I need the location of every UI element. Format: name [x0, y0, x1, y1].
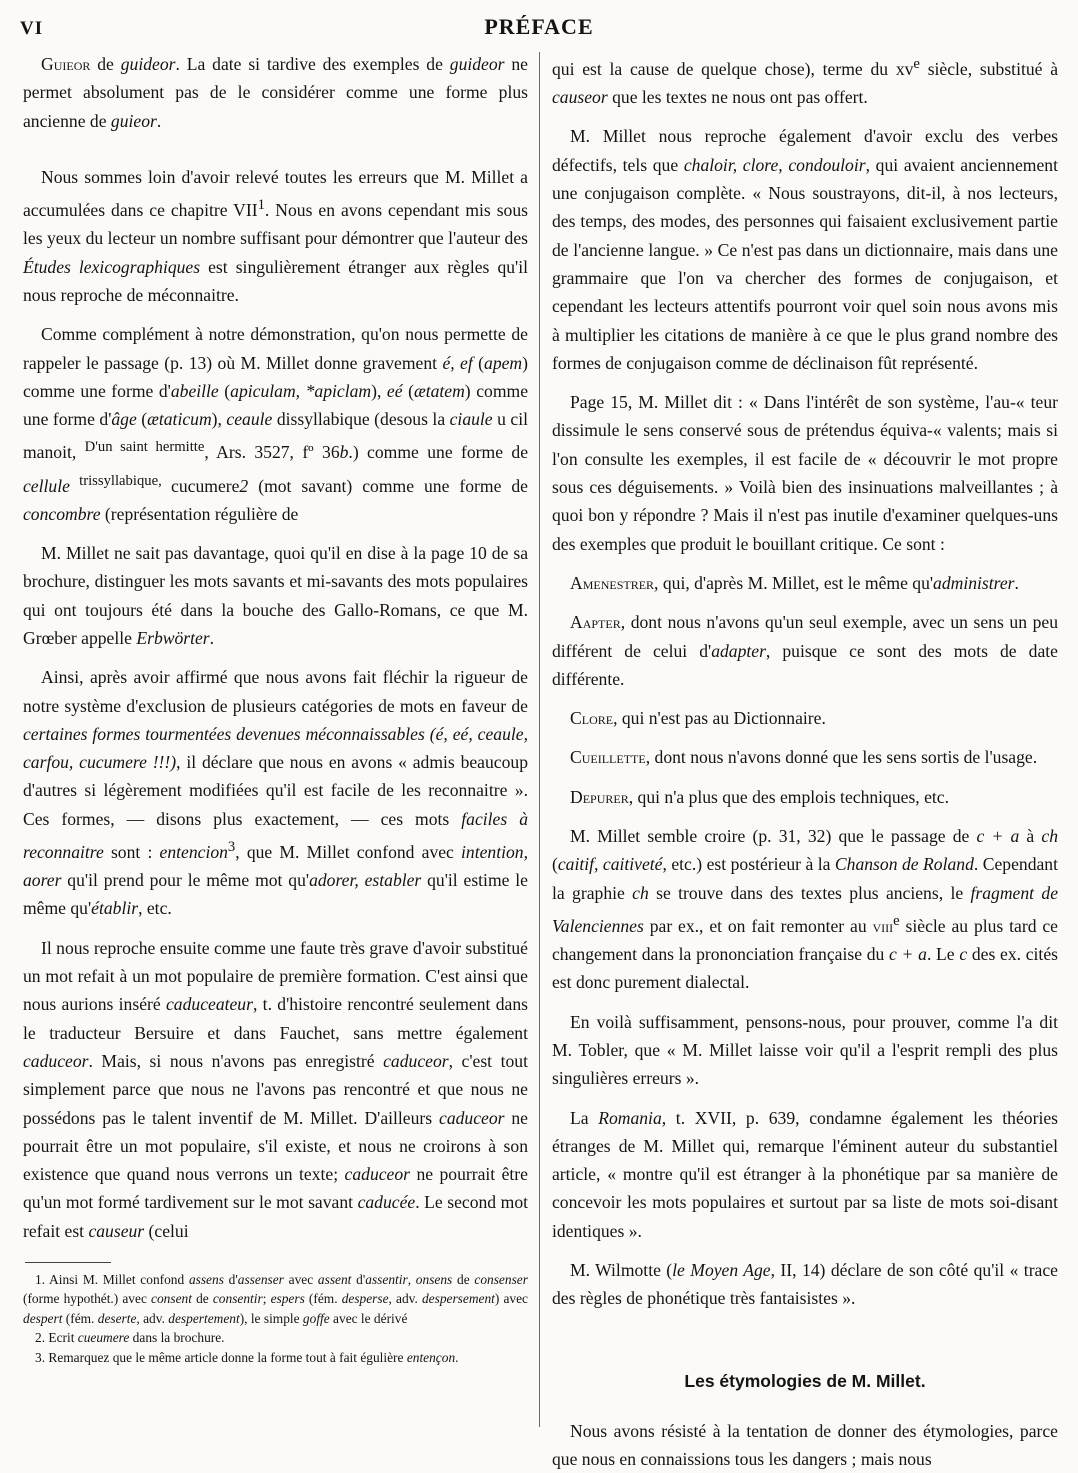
- paragraph: Il nous reproche ensuite comme une faute très grave d'avoir substitué un mot refait à un mot populaire de première formation. C'est ainsi que nous aurions inséré caduceateur, t. d'histoire rencontré seulement dans le traducteur Bersuire et dans Fauchet, sans mettre également caduceor. Mais, si nous n'avons pas enregistré caduceor, c'est tout simplement parce que nous ne l'avons pas rencontré et que nous ne possédons pas le talent inventif de M. Millet. D'ailleurs caduceor ne pourrait être un mot populaire, s'il existe, et nous ne croirons à son existence que quand nous verrons un texte; caduceor ne pourrait être qu'un mot formé tardivement sur le mot savant caducée. Le second mot refait est causeur (celui: [23, 937, 529, 1241]
- footnote-marker: trissyllabique,: [69, 472, 172, 489]
- footnote-marker: 3: [227, 839, 236, 855]
- footnote-1: 1. Ainsi M. Millet confond assens d'assenser avec assent d'assentir, onsens de consenser (forme hypothét.) avec consent de consentir; espers (fém. desperse, adv. despersement) avec despert (fém. deserte, adv. despertement), le simple goffe avec le dérivé: [23, 1272, 528, 1326]
- footnote-3: 3. Remarquez que le même article donne la forme tout à fait égulière entençon.: [35, 1349, 459, 1365]
- section-heading: Les étymologies de M. Millet.: [684, 1370, 926, 1391]
- paragraph: M. Wilmotte (le Moyen Age, II, 14) déclare de son côté qu'il « trace des règles de phonétique très fantaisistes ».: [552, 1260, 1058, 1309]
- footnotes: [23, 1270, 528, 1367]
- paragraph: En voilà suffisamment, pensons-nous, pour prouver, comme l'a dit M. Tobler, que « M. Millet laisse voir qu'il a l'esprit rempli des plus singulières erreurs ».: [552, 1011, 1058, 1089]
- paragraph: M. Millet semble croire (p. 31, 32) que le passage de c + a à ch (caitif, caitiveté, etc.) est postérieur à la Chanson de Roland. Cependant la graphie ch se trouve dans des textes plus anciens, le fragment de Valenciennes par ex., et on fait remonter au viii$^e$ siècle au plus tard ce changement dans la prononciation française du c + a. Le c des ex. cités est donc purement dialectal.: [552, 825, 1059, 993]
- paragraph: Clore, qui n'est pas au Dictionnaire.: [570, 708, 826, 729]
- running-title: PRÉFACE: [484, 14, 594, 39]
- paragraph: La Romania, t. XVII, p. 639, condamne également les théories étranges de M. Millet qui, remarque l'éminent auteur du substantiel article, « montre qu'il est étranger à la phonétique par sa manière de concevoir les mots populaires et surtout par sa liste de mots soi-disant identiques ».: [552, 1107, 1058, 1241]
- footnote-2: 2. Ecrit cueumere dans la brochure.: [35, 1330, 225, 1346]
- footnote-marker: 1: [257, 197, 265, 214]
- paragraph: Page 15, M. Millet dit : « Dans l'intérêt de son système, l'au-« teur dissimule le sens conservé sous de prétendus équiva-« valents; mais si l'on consulte les exemples, il est facile de « découvrir le mot propre sous ces déguisements. » Voilà bien des insinuations malveillantes ; à quoi bon y répondre ? Mais il n'est pas inutile d'examiner quelques-uns des exemples que produit le bouillant critique. Ce sont :: [552, 392, 1058, 554]
- paragraph: Aapter, dont nous n'avons qu'un seul exemple, avec un sens un peu différent de celui d'adapter, puisque ce sont des mots de date différente.: [552, 612, 1058, 689]
- paragraph: Amenestrer, qui, d'après M. Millet, est le même qu'administrer.: [570, 572, 1019, 593]
- footnote-divider: [25, 1262, 111, 1263]
- paragraph: M. Millet nous reproche également d'avoir exclu des verbes défectifs, tels que chaloir, clore, condouloir, qui avaient anciennement une conjugaison complète. « Nous soustrayons, dit-il, à nos lecteurs, des temps, des modes, des personnes qui faisaient exclusivement partie de l'ancienne langue. » Ce n'est pas dans un dictionnaire, mais dans une grammaire que l'on va chercher des formes de conjugaison, et cependant les lecteurs attentifs pourront voir quel soin nous avons mis à multiplier les citations de manière à ce que le plus grand nombre des formes de conjugaison comme de déclinaison fût représenté.: [552, 126, 1058, 373]
- left-column: [23, 50, 528, 1245]
- right-column: [552, 50, 1058, 1473]
- column-divider: [539, 52, 540, 1427]
- paragraph: Nous avons résisté à la tentation de donner des étymologies, parce que nous en connaissions tous les dangers ; mais nous: [552, 1420, 1058, 1470]
- paragraph: Comme complément à notre démonstration, qu'on nous permette de rappeler le passage (p. 13) où M. Millet donne gravement é, ef (apem) comme une forme d'abeille (apiculam, *apiclam), eé (ætatem) comme une forme d'âge (ætaticum), ceaule dissyllabique (desous la ciaule u cil manoit, $^{D'un saint hermitte}$, Ars. 3527, fº 36b.) comme une forme de cellule $^{trissyllabique,}$ cucumere2 (mot savant) comme une forme de concombre (représentation régulière de: [23, 324, 529, 524]
- paragraph: Nous sommes loin d'avoir relevé toutes les erreurs que M. Millet a accumulées dans ce chapitre VII$^1$. Nous en avons cependant mis sous les yeux du lecteur un nombre suffisant pour démontrer que l'auteur des Études lexicographiques est singulièrement étranger aux règles qu'il nous reproche de méconnaitre.: [23, 166, 528, 305]
- paragraph: Ainsi, après avoir affirmé que nous avons fait fléchir la rigueur de notre système d'exclusion de plusieurs catégories de mots en faveur de certaines formes tourmentées devenues méconnaissables (é, eé, ceaule, carfou, cucumere !!!), il déclare que nous en avons « admis beaucoup d'autres si légèrement modifiées qu'il est facile de les reconnaitre ». Ces formes, — disons plus exactement, — ces mots faciles à reconnaitre sont : entencion$^3$, que M. Millet confond avec intention, aorer qu'il prend pour le même mot qu'adorer, establer qu'il estime le même qu'établir, etc.: [23, 667, 528, 919]
- paragraph: M. Millet ne sait pas davantage, quoi qu'il en dise à la page 10 de sa brochure, distinguer les mots savants et mi-savants des mots populaires qui ont toujours été dans la bouche des Gallo-Romans, ce que M. Grœber appelle Erbwörter.: [23, 543, 528, 648]
- paragraph: qui est la cause de quelque chose), terme du $xv^e$ siècle, substitué à causeor que les textes ne nous ont pas offert.: [552, 56, 1059, 108]
- paragraph: Cueillette, dont nous n'avons donné que les sens sortis de l'usage.: [570, 747, 1038, 768]
- paragraph: Depurer, qui n'a plus que des emplois techniques, etc.: [570, 786, 949, 807]
- paragraph: Guieor de guideor. La date si tardive des exemples de guideor ne permet absolument pas de le considérer comme une forme plus ancienne de guieor.: [23, 54, 528, 131]
- page-number: VI: [20, 18, 44, 39]
